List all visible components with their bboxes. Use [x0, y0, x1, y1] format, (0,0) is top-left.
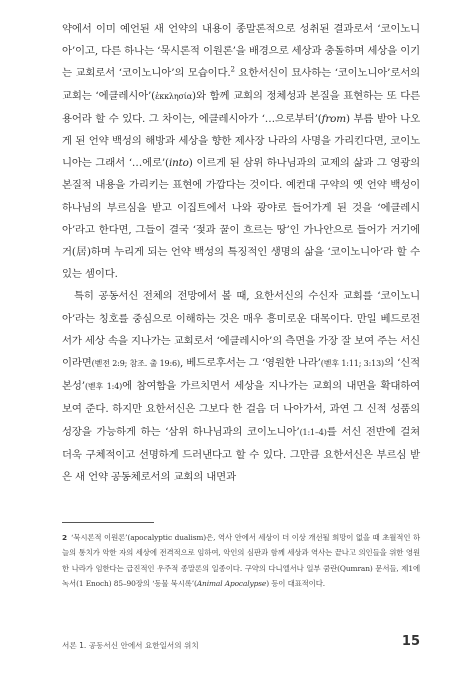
paragraph-2 [62, 285, 420, 488]
footnote-text: ‘묵시론적 이원론’(apocalyptic dualism)은, 역사 안에서 세상이 더 이상 개선될 희망이 없을 때 초월적인 하늘의 통치가 악한 자의 세상에 전격적으로 임하여, 악인의 심판과 함께 세상과 역사는 끝나고 의인들을 위한 영원한 나라가 임한다는 급진적인 우주적 종말론의 일종이다. 구약의 다니엘서나 일부 쿰란(Qumran) 문서들, 제1에녹서(1 Enoch) 85–90장의 ‘동물 묵시록’( [62, 533, 420, 588]
text-segment: 약에서 이미 예언된 새 언약의 내용이 종말론적으로 성취된 결과로서 ‘코이노니아’이고, 다른 하나는 ‘묵시론적 이원론’을 배경으로 세상과 충돌하며 세상을 이기는 교회로서 ‘코이노니아’의 모습이다. [62, 23, 420, 80]
text-segment: 를 서신 전반에 걸쳐 더욱 구체적이고 선명하게 드러낸다고 할 수 있다. 그만큼 요한서신은 부르심 받은 새 언약 공동체로서의 교회의 내면과 [62, 425, 421, 484]
text-segment: ) 이르게 된 삼위 하나님과의 교제의 삶과 그 영광의 본질적 내용을 가리키는 표현에 가깝다는 것이다. 예컨대 구약의 옛 언약 백성이 하나님의 부르심을 받고 이집트에서 나와 광야로 들어가게 된 것을 ‘에클레시아’라고 한다면, 그들이 결국 ‘젖과 꿀이 흐르는 땅’인 가나안으로 들어가 거기에 거(居)하며 누리게 되는 언약 백성의 특징적인 생명의 삶을 ‘코이노니아’라 할 수 있는 셈이다. [62, 157, 420, 281]
page-number: 15 [401, 634, 420, 649]
text-segment: )와 함께 교회의 정체성과 본질을 표현하는 또 다른 용어라 할 수 있다. 그 차이는, 에클레시아가 ‘…으로부터’( [62, 89, 420, 125]
text-segment: ) 부름 받아 나오게 된 언약 백성의 해방과 세상을 향한 제사장 나라의 사명을 가리킨다면, 코이노니아는 그래서 ‘…에로’( [62, 112, 420, 170]
running-head: 서론 1. 공동서신 안에서 요한일서의 위치 [62, 641, 199, 650]
scripture-reference: (벧후 1:11; 3:13) [320, 359, 384, 369]
footnote-italic-title: Animal Apocalypse [196, 578, 267, 588]
italic-term-from: from [321, 112, 346, 125]
scripture-reference: (1:1–4) [299, 427, 327, 437]
text-segment: 에 참여함을 가르치면서 세상을 지나가는 교회의 내면을 확대하여 보여 준다. 하지만 요한서신은 그보다 한 걸음 더 나아가서, 과연 그 신적 성품의 성장을 가능하게 하는 ‘삼위 하나님과의 코이노니아’ [62, 380, 420, 438]
scripture-reference: (벧후 1:4) [84, 382, 123, 392]
footnote [62, 530, 420, 591]
footnote-divider [62, 522, 154, 523]
paragraph-1 [62, 18, 420, 285]
scripture-reference: (벧전 2:9; 참조. 출 19:6) [91, 359, 180, 369]
text-segment: , 베드로후서는 그 ‘영원한 나라’ [179, 357, 321, 370]
footnote-text: ) 등이 대표적이다. [266, 578, 326, 588]
italic-term-into: into [168, 157, 189, 170]
text-segment: 의 ‘신적 본성’ [62, 357, 420, 393]
greek-term: ἐκκλησία [155, 91, 193, 101]
text-segment: 요한서신이 묘사하는 ‘코이노니아’로서의 교회는 ‘에클레시아’( [62, 67, 420, 102]
main-text [62, 18, 420, 488]
text-segment: 특히 공동서신 전체의 전망에서 볼 때, 요한서신의 수신자 교회를 ‘코이노니아’라는 칭호를 중심으로 이해하는 것은 매우 흥미로운 대목이다. 만일 베드로전서가 세상 속을 지나가는 교회로서 ‘에클레시아’의 측면을 가장 잘 보여 주는 서신이라면 [62, 290, 420, 370]
footnote-number: 2 [62, 533, 68, 542]
footnote-marker[interactable]: 2 [230, 65, 235, 74]
